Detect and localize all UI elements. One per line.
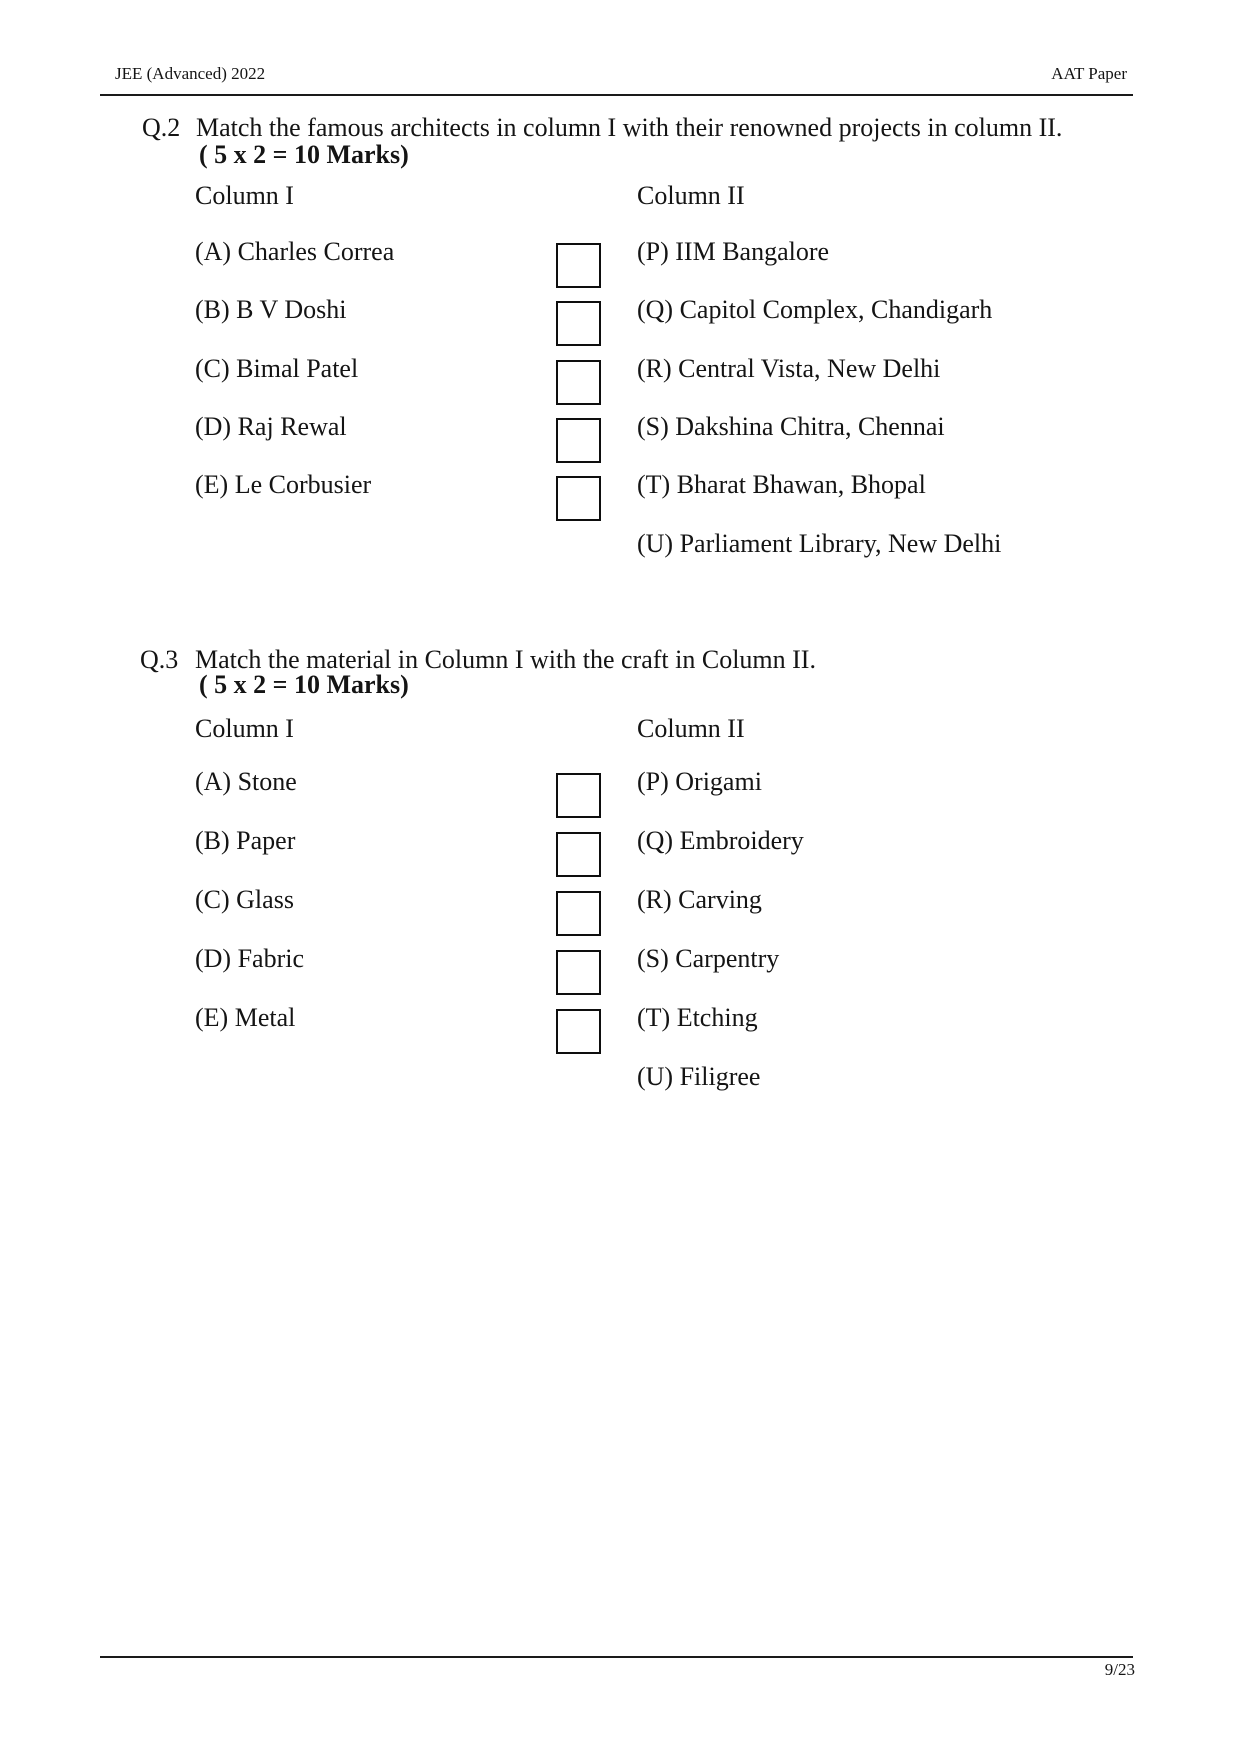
column1-item: (D) Raj Rewal [195, 412, 347, 441]
match-row [195, 884, 1185, 936]
column2-item: (P) IIM Bangalore [637, 237, 830, 266]
question-marks: ( 5 x 2 = 10 Marks) [199, 670, 409, 699]
header-paper-name: AAT Paper [1051, 64, 1127, 83]
question-text: Match the material in Column I with the craft in Column II. [195, 645, 816, 674]
match-row [195, 411, 1185, 463]
column1-item: (E) Le Corbusier [195, 470, 372, 499]
footer-rule [100, 1656, 1133, 1658]
header-exam-title: JEE (Advanced) 2022 [115, 64, 266, 83]
column1-item: (B) B V Doshi [195, 295, 347, 324]
column2-header: Column II [637, 181, 745, 210]
column2-item: (U) Filigree [637, 1062, 761, 1091]
column2-item: (R) Carving [637, 885, 762, 914]
answer-box[interactable] [556, 832, 601, 877]
answer-box[interactable] [556, 418, 601, 463]
column2-item: (U) Parliament Library, New Delhi [637, 529, 1002, 558]
answer-box[interactable] [556, 891, 601, 936]
question-number: Q.3 [140, 645, 179, 674]
match-row [195, 943, 1185, 995]
match-row [195, 1061, 1185, 1113]
page-number: 9/23 [1104, 1660, 1135, 1679]
match-row [195, 469, 1185, 521]
answer-box[interactable] [556, 773, 601, 818]
column1-header: Column I [195, 181, 294, 210]
match-row [195, 528, 1185, 580]
question-marks: ( 5 x 2 = 10 Marks) [199, 140, 409, 169]
column1-header: Column I [195, 714, 294, 743]
column2-item: (S) Dakshina Chitra, Chennai [637, 412, 945, 441]
question-text: Match the famous architects in column I with their renowned projects in column II. [196, 113, 1063, 142]
column1-item: (C) Glass [195, 885, 294, 914]
page-header [115, 64, 1127, 84]
answer-box[interactable] [556, 243, 601, 288]
question-number: Q.2 [142, 113, 181, 142]
header-rule [100, 94, 1133, 96]
column2-item: (Q) Capitol Complex, Chandigarh [637, 295, 993, 324]
answer-box[interactable] [556, 360, 601, 405]
column2-item: (S) Carpentry [637, 944, 780, 973]
column2-item: (T) Etching [637, 1003, 758, 1032]
column1-item: (B) Paper [195, 826, 296, 855]
column2-item: (R) Central Vista, New Delhi [637, 354, 941, 383]
match-row [195, 1002, 1185, 1054]
column2-item: (T) Bharat Bhawan, Bhopal [637, 470, 926, 499]
match-row [195, 294, 1185, 346]
column1-item: (A) Stone [195, 767, 297, 796]
answer-box[interactable] [556, 301, 601, 346]
match-row [195, 766, 1185, 818]
column2-item: (Q) Embroidery [637, 826, 804, 855]
answer-box[interactable] [556, 950, 601, 995]
column2-item: (P) Origami [637, 767, 762, 796]
column1-item: (E) Metal [195, 1003, 296, 1032]
column2-header: Column II [637, 714, 745, 743]
column1-item: (C) Bimal Patel [195, 354, 359, 383]
answer-box[interactable] [556, 1009, 601, 1054]
match-row [195, 236, 1185, 288]
match-row [195, 825, 1185, 877]
match-row [195, 353, 1185, 405]
column1-item: (D) Fabric [195, 944, 305, 973]
answer-box[interactable] [556, 476, 601, 521]
column1-item: (A) Charles Correa [195, 237, 395, 266]
